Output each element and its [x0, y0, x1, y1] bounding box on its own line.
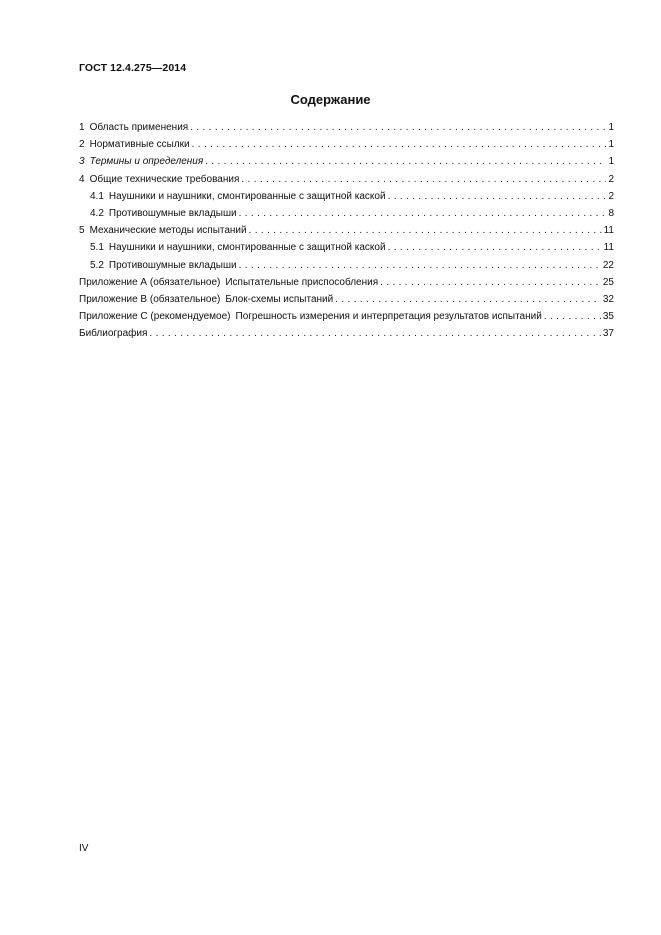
toc-entry-page: 2 — [608, 173, 614, 185]
toc-entry-label: Нормативные ссылки — [89, 139, 190, 151]
dot-leader — [380, 274, 601, 291]
toc-title: Содержание — [290, 92, 371, 107]
toc-entry-label: Общие технические требования — [89, 173, 240, 185]
toc-entry-label: Испытательные приспособления — [225, 276, 379, 288]
toc-entry-3[interactable] — [79, 153, 614, 170]
dot-leader — [192, 136, 607, 153]
toc-entry-number: 5.2 — [90, 259, 104, 271]
dot-leader — [149, 325, 600, 342]
dot-leader — [239, 257, 601, 274]
toc-entry-page: 37 — [602, 328, 614, 340]
toc-entry-page: 25 — [602, 276, 614, 288]
toc-entry-page: 1 — [608, 122, 614, 133]
toc-entry-label: Наушники и наушники, смонтированные с защитной каской — [108, 242, 386, 254]
dot-leader — [544, 308, 601, 325]
toc-entry-page: 1 — [608, 156, 614, 168]
table-of-contents — [79, 119, 614, 342]
dot-leader — [190, 119, 606, 136]
toc-entry-label: Термины и определения — [89, 156, 204, 168]
toc-entry-number: 5 — [79, 225, 85, 237]
dot-leader — [335, 291, 601, 308]
toc-entry-number: 4.2 — [90, 207, 104, 219]
toc-entry-5-2[interactable] — [79, 257, 614, 274]
dot-leader — [241, 171, 606, 188]
toc-entry-number: Приложение А (обязательное) — [79, 276, 221, 288]
toc-entry-label: Погрешность измерения и интерпретация результатов испытаний — [235, 311, 542, 323]
toc-entry-number: 4.1 — [90, 190, 104, 202]
toc-entry-page: 8 — [608, 207, 614, 219]
toc-entry-page: 1 — [608, 139, 614, 151]
toc-entry-number: 3 — [79, 156, 85, 168]
toc-entry-page: 35 — [602, 311, 614, 323]
toc-entry-number: 2 — [79, 139, 85, 151]
toc-entry-label: Область применения — [89, 122, 189, 133]
toc-entry-number: Приложение В (обязательное) — [79, 293, 221, 305]
toc-entry-number: Приложение С (рекомендуемое) — [79, 311, 231, 323]
toc-entry-4[interactable] — [79, 171, 614, 188]
toc-entry-page: 22 — [602, 259, 614, 271]
toc-entry-label: Противошумные вкладыши — [108, 207, 237, 219]
toc-entry-5-1[interactable] — [79, 239, 614, 256]
toc-entry-bibliography[interactable] — [79, 325, 614, 342]
toc-entry-page: 11 — [603, 242, 614, 254]
toc-entry-1[interactable] — [79, 119, 614, 136]
dot-leader — [249, 222, 602, 239]
toc-entry-label: Наушники и наушники, смонтированные с защитной каской — [108, 190, 386, 202]
toc-entry-page: 32 — [602, 293, 614, 305]
toc-entry-5[interactable] — [79, 222, 614, 239]
toc-entry-number: 5.1 — [90, 242, 104, 254]
dot-leader — [388, 188, 607, 205]
toc-entry-page: 2 — [608, 190, 614, 202]
toc-entry-appendix-a[interactable] — [79, 274, 614, 291]
dot-leader — [205, 153, 606, 170]
page-number: IV — [79, 843, 89, 854]
toc-entry-4-2[interactable] — [79, 205, 614, 222]
toc-entry-appendix-c[interactable] — [79, 308, 614, 325]
toc-entry-number: 4 — [79, 173, 85, 185]
dot-leader — [388, 239, 602, 256]
document-code: ГОСТ 12.4.275—2014 — [79, 62, 187, 74]
toc-entry-4-1[interactable] — [79, 188, 614, 205]
toc-entry-label: Противошумные вкладыши — [108, 259, 237, 271]
toc-entry-label: Механические методы испытаний — [89, 225, 247, 237]
toc-entry-appendix-b[interactable] — [79, 291, 614, 308]
toc-entry-number: 1 — [79, 122, 85, 133]
toc-entry-page: 11 — [603, 225, 614, 237]
toc-entry-label: Библиография — [79, 328, 148, 340]
dot-leader — [239, 205, 607, 222]
toc-entry-2[interactable] — [79, 136, 614, 153]
toc-entry-label: Блок-схемы испытаний — [225, 293, 334, 305]
